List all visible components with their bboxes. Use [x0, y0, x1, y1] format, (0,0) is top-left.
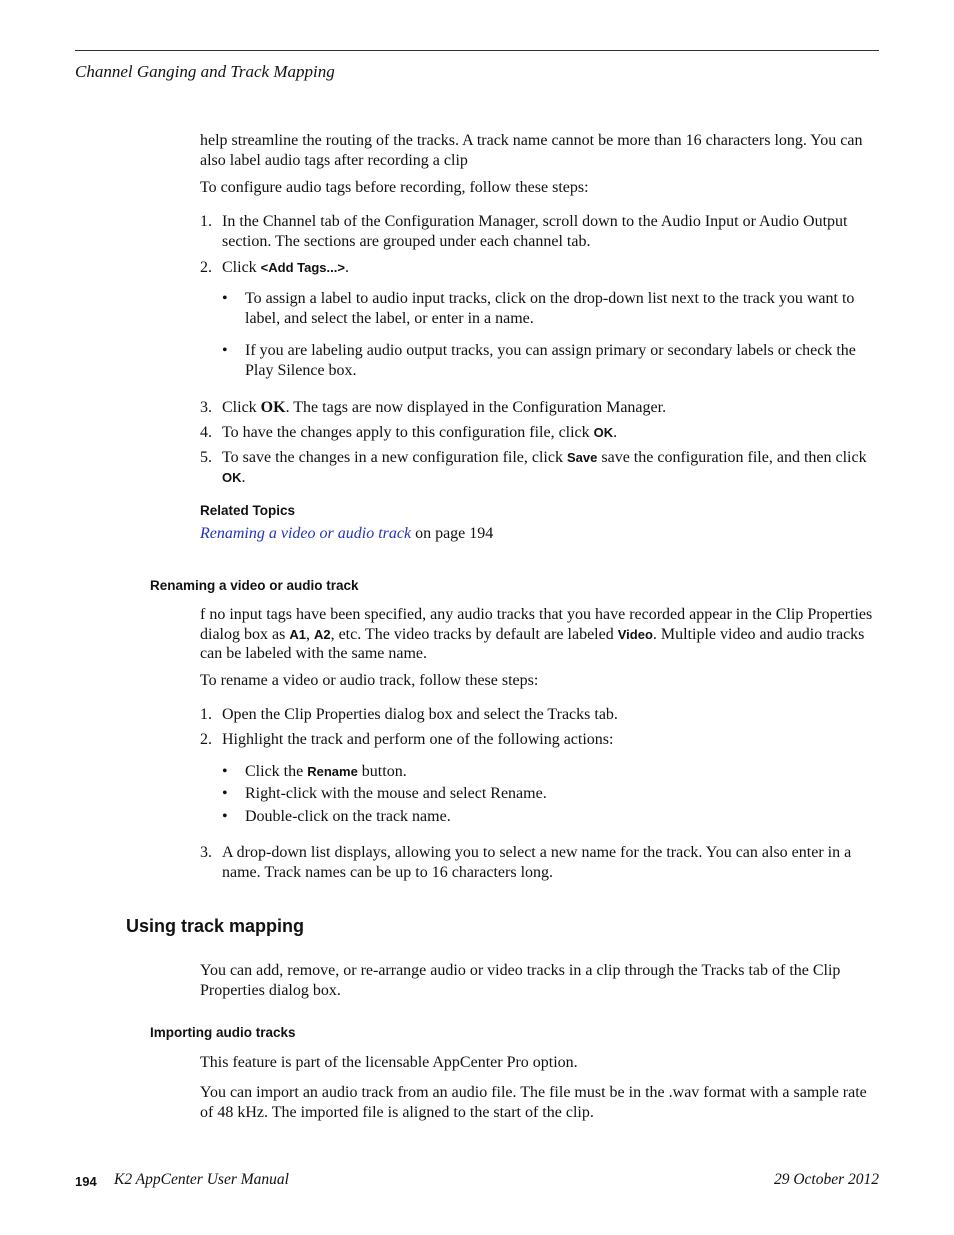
renaming-track-link[interactable]: Renaming a video or audio track — [200, 525, 412, 542]
a2-ui-label: A2 — [313, 626, 331, 642]
renaming-paragraph: f no input tags have been specified, any audio tracks that you have recorded appear in the Clip Properties dialog box as A1, A2, etc. The video tracks by default are labeled Video. Multiple video and audio tracks can be labeled with the same name. — [200, 606, 873, 663]
track-mapping-heading: Using track mapping — [126, 916, 305, 936]
related-topics-heading: Related Topics — [200, 503, 296, 518]
step-text: Click — [222, 259, 261, 276]
bullet-text: Double-click on the track name. — [245, 808, 451, 825]
step-number: 1. — [200, 213, 212, 230]
bullet-dot: • — [222, 290, 228, 307]
footer-date: 29 October 2012 — [773, 1171, 879, 1188]
rename-ui-label: Rename — [307, 764, 358, 779]
renaming-heading: Renaming a video or audio track — [150, 578, 359, 593]
step-text: Open the Clip Properties dialog box and select the Tracks tab. — [222, 706, 618, 723]
step-number: 2. — [200, 731, 212, 748]
bullet-dot: • — [222, 808, 228, 825]
importing-paragraph-1: This feature is part of the licensable AppCenter Pro option. — [200, 1054, 578, 1071]
add-tags-ui-label: <Add Tags...> — [260, 260, 345, 275]
step-number: 3. — [200, 399, 212, 416]
importing-paragraph-2: You can import an audio track from an audio file. The file must be in the .wav format with a sample rate of 48 kHz. The imported file is aligned to the start of the clip. — [200, 1084, 867, 1121]
step-number: 2. — [200, 259, 212, 276]
step-number: 5. — [200, 449, 212, 466]
bullet-text: Right-click with the mouse and select Rename. — [245, 785, 547, 802]
intro-steps-lead: To configure audio tags before recording, follow these steps: — [200, 179, 589, 196]
ok-ui-label: OK — [222, 469, 242, 485]
header-rule — [75, 50, 879, 51]
running-header-title: Channel Ganging and Track Mapping — [75, 62, 335, 81]
step-number: 4. — [200, 424, 212, 441]
footer-page-number: 194 — [75, 1174, 97, 1189]
step-text: A drop-down list displays, allowing you to select a new name for the track. You can also enter in a name. Track names can be up to 16 characters long. — [222, 844, 852, 881]
bullet-dot: • — [222, 342, 228, 359]
video-ui-label: Video — [617, 626, 653, 642]
step-text: In the Channel tab of the Configuration Manager, scroll down to the Audio Input or Audio Output section. The sections are grouped under each channel tab. — [222, 213, 848, 250]
rename-steps-lead: To rename a video or audio track, follow these steps: — [200, 672, 539, 689]
importing-heading: Importing audio tracks — [150, 1025, 296, 1040]
step-number: 1. — [200, 706, 212, 723]
bullet-dot: • — [222, 763, 228, 780]
step-number: 3. — [200, 844, 212, 861]
related-topic-entry: Renaming a video or audio track on page 194 — [200, 525, 494, 542]
bullet-text: To assign a label to audio input tracks, click on the drop-down list next to the track you want to label, and select the label, or enter in a name. — [245, 290, 855, 327]
a1-ui-label: A1 — [289, 626, 306, 642]
ok-bold-label: OK — [260, 399, 286, 416]
save-ui-label: Save — [566, 450, 598, 465]
footer-manual-title: K2 AppCenter User Manual — [114, 1171, 289, 1188]
intro-paragraph: help streamline the routing of the tracks. A track name cannot be more than 16 characters long. You can also label audio tags after recording a clip — [200, 132, 863, 169]
ok-ui-label: OK — [593, 425, 614, 440]
track-mapping-paragraph: You can add, remove, or re-arrange audio or video tracks in a clip through the Tracks tab of the Clip Properties dialog box. — [200, 962, 841, 999]
step-text: Highlight the track and perform one of the following actions: — [222, 731, 614, 748]
bullet-dot: • — [222, 785, 228, 802]
bullet-text: If you are labeling audio output tracks, you can assign primary or secondary labels or check the Play Silence box. — [245, 342, 856, 379]
